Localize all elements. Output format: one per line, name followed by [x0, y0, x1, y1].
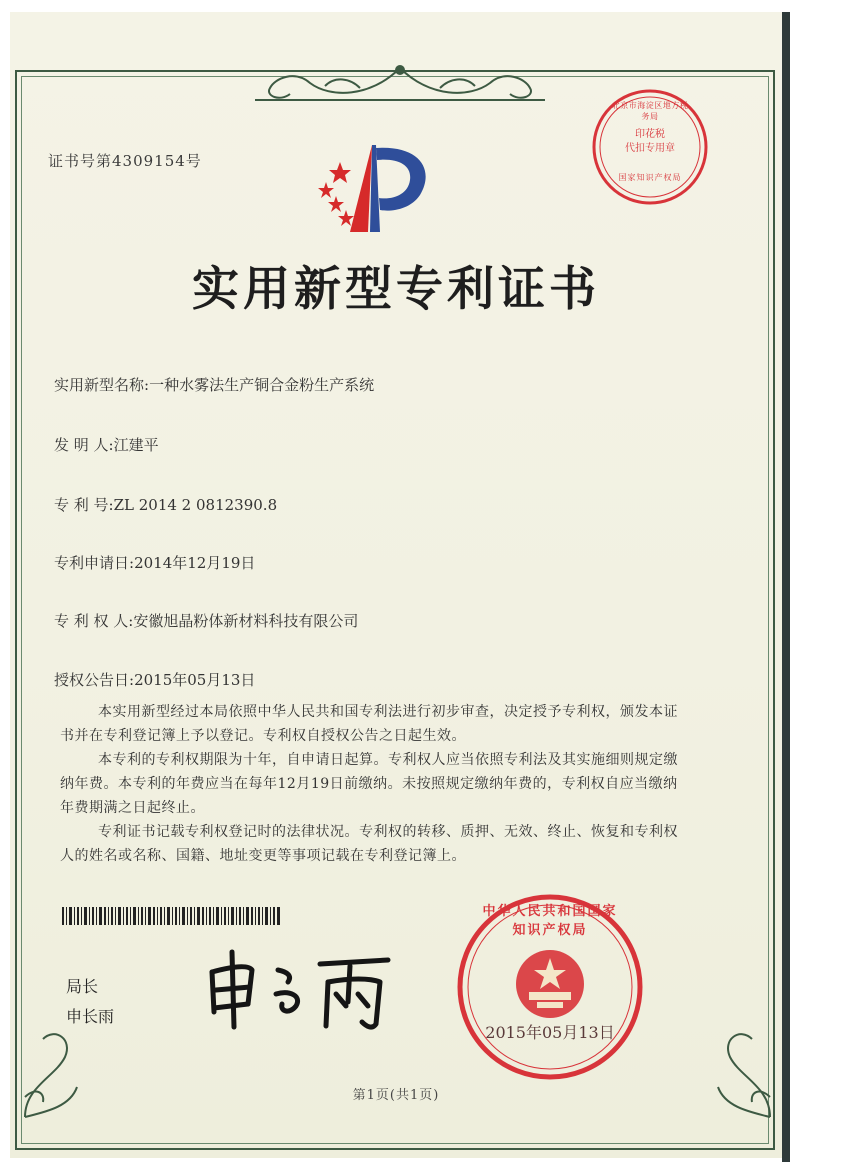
- barcode: [62, 907, 280, 925]
- field-label: 专利申请日:: [54, 554, 135, 572]
- paragraph-grant-statement: 本实用新型经过本局依照中华人民共和国专利法进行初步审查，决定授予专利权，颁发本证书并在专利登记簿上予以登记。专利权自授权公告之日起生效。: [60, 704, 678, 744]
- field-value: 2015年05月13日: [134, 671, 256, 689]
- field-utility-model-name: [54, 374, 374, 395]
- handwritten-signature: [200, 942, 395, 1032]
- field-inventor: [54, 434, 159, 455]
- field-value: 2014年12月19日: [134, 554, 256, 572]
- field-value: 一种水雾法生产铜合金粉生产系统: [149, 376, 375, 394]
- director-name: 申长雨: [66, 1007, 115, 1026]
- scan-edge: [782, 12, 790, 1162]
- director-block: [66, 972, 114, 1032]
- top-ornament: [250, 58, 550, 108]
- field-value: 江建平: [113, 436, 159, 454]
- field-value: 安徽旭晶粉体新材料科技有限公司: [133, 612, 359, 630]
- field-label: 授权公告日:: [54, 671, 135, 689]
- field-patent-number: [54, 494, 277, 515]
- certificate-title: 实用新型专利证书: [192, 262, 600, 317]
- patent-office-emblem-icon: [310, 140, 440, 240]
- field-grant-date: [54, 669, 255, 690]
- corner-ornament-left: [15, 1017, 85, 1127]
- field-label: 专 利 权 人:: [54, 612, 134, 630]
- field-label: 发 明 人:: [54, 436, 114, 454]
- tax-seal-inner-text: [612, 128, 688, 156]
- seal-date: 2015年05月13日: [485, 1023, 615, 1042]
- tax-seal-top-text: 北京市海淀区地方税务局: [611, 101, 689, 121]
- field-value: ZL 2014 2 0812390.8: [113, 496, 278, 514]
- director-title: 局长: [66, 977, 99, 996]
- page-footer: 第1页(共1页): [352, 1088, 440, 1103]
- field-application-date: [54, 552, 255, 573]
- paragraph-term-statement: 本专利的专利权期限为十年，自申请日起算。专利权人应当依照专利法及其实施细则规定缴纳年费。本专利的年费应当在每年12月19日前缴纳。未按照规定缴纳年费的，专利权自应当缴纳年费期满之日起终止。: [60, 752, 678, 816]
- corner-ornament-right: [710, 1017, 780, 1127]
- seal-text: 中华人民共和国国家知识产权局: [482, 904, 618, 938]
- tax-seal-line-1: 印花税: [635, 129, 665, 140]
- tax-seal-line-2: 代扣专用章: [625, 143, 675, 154]
- field-label: 专 利 号:: [54, 496, 114, 514]
- certificate-number: 证书号第4309154号: [48, 152, 202, 170]
- paragraph-legal-status: 专利证书记载专利权登记时的法律状况。专利权的转移、质押、无效、终止、恢复和专利权人的姓名或名称、国籍、地址变更等事项记载在专利登记簿上。: [60, 824, 678, 864]
- certificate: [10, 12, 782, 1158]
- tax-seal-bottom-text: 国家知识产权局: [618, 173, 682, 182]
- field-label: 实用新型名称:: [54, 376, 150, 394]
- field-patentee: [54, 610, 358, 631]
